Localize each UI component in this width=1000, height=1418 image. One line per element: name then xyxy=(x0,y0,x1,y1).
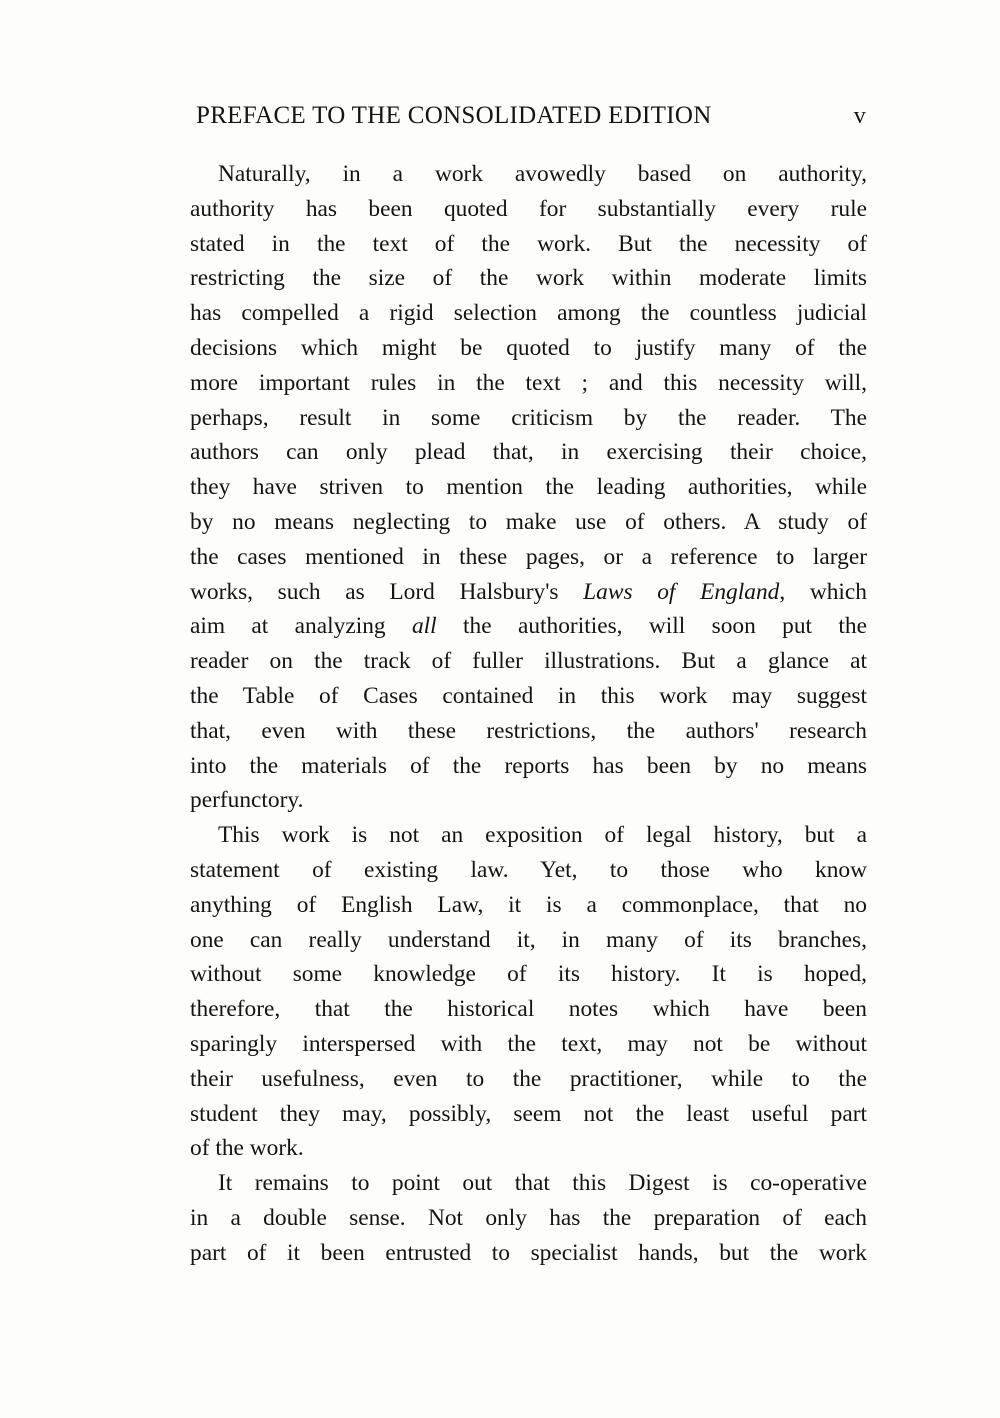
text-line: perhaps, result in some criticism by the reader. The xyxy=(190,404,867,431)
text-segment: the authorities, will soon put the xyxy=(436,613,867,640)
text-line: their usefulness, even to the practitioner, while to the xyxy=(190,1065,867,1092)
text-line: that, even with these restrictions, the authors' research xyxy=(190,717,867,744)
text-line: sparingly interspersed with the text, may not be without xyxy=(190,1030,867,1057)
text-line: It remains to point out that this Digest is co-operative xyxy=(218,1170,867,1197)
text-line: restricting the size of the work within moderate limits xyxy=(190,265,867,292)
page-number: v xyxy=(853,103,866,129)
text-line: anything of English Law, it is a commonplace, that no xyxy=(190,891,867,918)
text-line: in a double sense. Not only has the preparation of each xyxy=(190,1204,867,1231)
text-line: one can really understand it, in many of its branches, xyxy=(190,926,867,953)
text-line: perfunctory. xyxy=(190,787,304,814)
text-segment: aim at analyzing xyxy=(190,613,412,640)
paragraph-legal-history xyxy=(190,818,867,1166)
text-line: part of it been entrusted to specialist hands, but the work xyxy=(190,1239,867,1266)
text-line: reader on the track of fuller illustrations. But a glance at xyxy=(190,648,867,675)
text-line: the cases mentioned in these pages, or a reference to larger xyxy=(190,543,867,570)
text-line: stated in the text of the work. But the necessity of xyxy=(190,230,867,257)
text-line: more important rules in the text ; and this necessity will, xyxy=(190,369,867,396)
text-line: authors can only plead that, in exercising their choice, xyxy=(190,439,867,466)
italic-book-title: Laws of England xyxy=(583,578,780,605)
text-line: has compelled a rigid selection among the countless judicial xyxy=(190,300,867,327)
text-line: Naturally, in a work avowedly based on authority, xyxy=(218,161,867,187)
text-line: This work is not an exposition of legal history, but a xyxy=(218,822,867,849)
text-line: by no means neglecting to make use of others. A study of xyxy=(190,508,867,535)
text-line: into the materials of the reports has been by no means xyxy=(190,752,867,779)
text-line: the Table of Cases contained in this work may suggest xyxy=(190,682,867,709)
running-head-title: PREFACE TO THE CONSOLIDATED EDITION xyxy=(196,102,712,129)
text-line: decisions which might be quoted to justify many of the xyxy=(190,334,867,361)
text-line: they have striven to mention the leading authorities, while xyxy=(190,474,867,501)
paragraph-co-operative xyxy=(190,1166,867,1270)
paragraph-authorities xyxy=(190,157,867,818)
text-line: statement of existing law. Yet, to those who know xyxy=(190,856,867,883)
text-line-with-italic xyxy=(190,575,867,610)
text-line: without some knowledge of its history. It is hoped, xyxy=(190,961,867,988)
running-head xyxy=(196,102,866,130)
body-text xyxy=(190,157,867,1271)
text-segment: works, such as Lord Halsbury's xyxy=(190,578,584,605)
text-line: student they may, possibly, seem not the least useful part xyxy=(190,1100,867,1127)
text-line-with-italic xyxy=(190,609,867,644)
text-segment: , which xyxy=(779,578,868,605)
text-line: therefore, that the historical notes which have been xyxy=(190,996,867,1023)
italic-emphasis: all xyxy=(411,613,437,640)
text-line: of the work. xyxy=(190,1135,304,1162)
text-line: authority has been quoted for substantially every rule xyxy=(190,195,867,222)
